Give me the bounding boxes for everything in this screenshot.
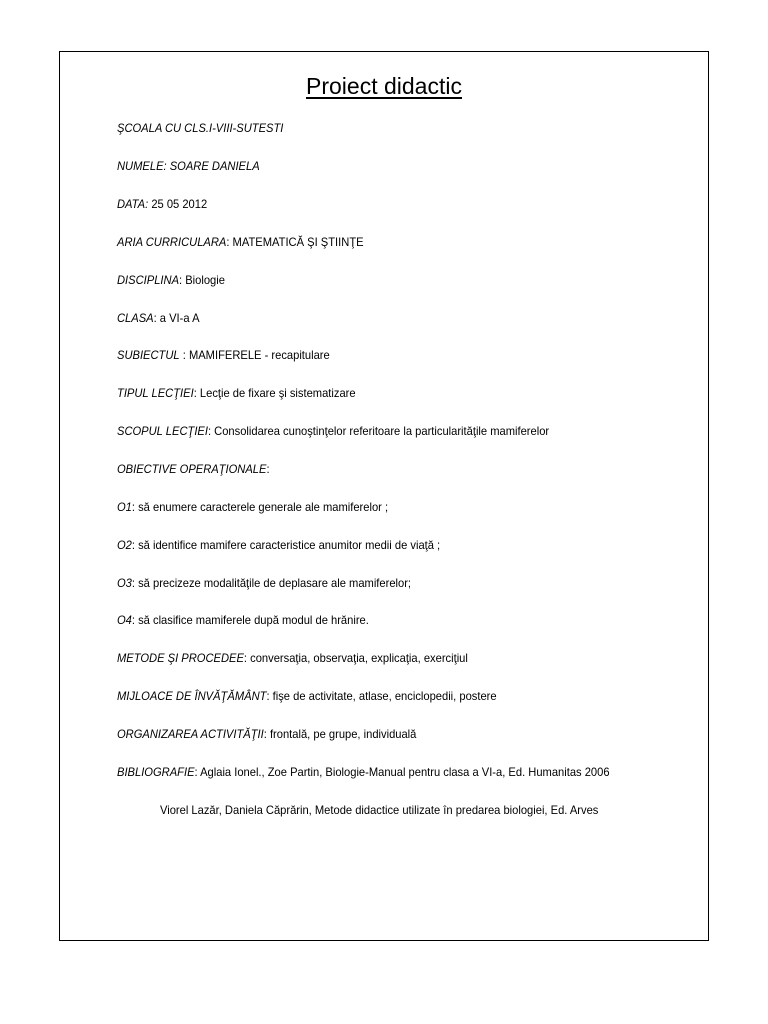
teacher-name-label: NUMELE: SOARE DANIELA [117,159,260,173]
discipline-value: : Biologie [179,273,225,287]
class-label: CLASA [117,311,154,325]
subject-label: SUBIECTUL [117,348,180,362]
curricular-area-value: : MATEMATICĂ ŞI ŞTIINŢE [226,235,364,249]
objective-o4-text: : să clasifice mamiferele după modul de hrănire. [131,613,369,627]
date-value: 25 05 2012 [148,197,208,211]
objective-o2-text: : să identifice mamifere caracteristice anumitor medii de viaţă ; [131,538,441,552]
objectives-heading-colon: : [266,462,270,476]
organization-line [117,727,416,741]
objective-o3-line [117,576,411,590]
date-line [117,197,207,211]
objectives-heading-line [117,462,270,476]
organization-value: : frontală, pe grupe, individuală [263,727,417,741]
lesson-type-value: : Lecţie de fixare şi sistematizare [193,386,356,400]
objective-o3-text: : să precizeze modalităţile de deplasare ale mamiferelor; [131,576,412,590]
objective-o4-line [117,613,369,627]
methods-line [117,651,468,665]
objective-o4-label: O4 [117,613,132,627]
methods-value: : conversaţia, observaţia, explicaţia, exerciţiul [243,651,468,665]
objective-o2-label: O2 [117,538,132,552]
objective-o2-line [117,538,440,552]
lesson-scope-line [117,424,549,438]
lesson-type-line [117,386,356,400]
teaching-means-line [117,689,497,703]
class-value: : a VI-a A [153,311,200,325]
subject-line [117,348,330,362]
teaching-means-value: : fişe de activitate, atlase, enciclopedii, postere [266,689,497,703]
bibliography-continuation: Viorel Lazăr, Daniela Căprărin, Metode didactice utilizate în predarea biologiei, Ed. Arves [160,803,599,817]
objective-o1-text: : să enumere caracterele generale ale mamiferelor ; [131,500,389,514]
class-line [117,311,200,325]
date-label: DATA: [117,197,149,211]
subject-value: : MAMIFERELE - recapitulare [179,348,330,362]
teaching-means-label: MIJLOACE DE ÎNVĂŢĂMÂNT [117,689,267,703]
curricular-area-line [117,235,364,249]
lesson-type-label: TIPUL LECŢIEI [117,386,194,400]
school-label: ŞCOALA CU CLS.I-VIII-SUTESTI [117,121,284,135]
lesson-scope-label: SCOPUL LECŢIEI [117,424,208,438]
teacher-name-line [117,159,260,173]
discipline-label: DISCIPLINA [117,273,180,287]
discipline-line [117,273,225,287]
objectives-heading-label: OBIECTIVE OPERAŢIONALE [117,462,267,476]
objective-o1-line [117,500,388,514]
school-line [117,121,283,135]
lesson-scope-value: : Consolidarea cunoştinţelor referitoare la particularităţile mamiferelor [207,424,550,438]
document-title: Proiect didactic [306,73,462,99]
objective-o3-label: O3 [117,576,132,590]
bibliography-value: : Aglaia Ionel., Zoe Partin, Biologie-Manual pentru clasa a VI-a, Ed. Humanitas 2006 [194,765,610,779]
bibliography-label: BIBLIOGRAFIE [117,765,195,779]
bibliography-continuation-line [160,803,598,817]
organization-label: ORGANIZAREA ACTIVITĂŢII [117,727,264,741]
curricular-area-label: ARIA CURRICULARA [117,235,227,249]
methods-label: METODE ŞI PROCEDEE [117,651,244,665]
bibliography-line [117,765,610,779]
objective-o1-label: O1 [117,500,132,514]
